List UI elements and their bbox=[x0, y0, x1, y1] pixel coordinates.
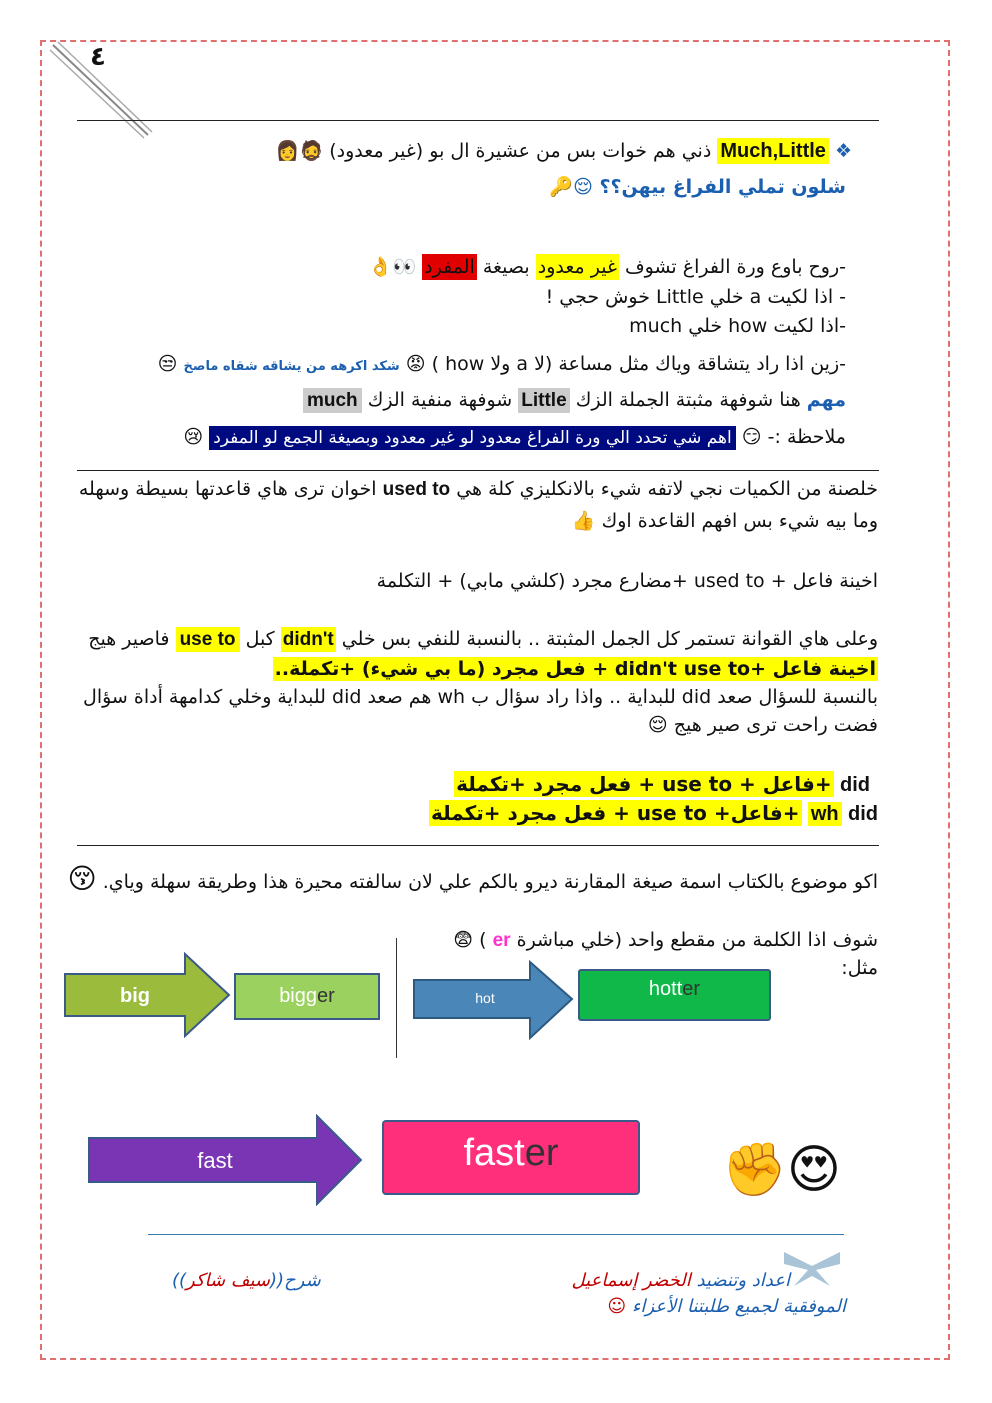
relieved-key-icon: 😌🔑 bbox=[549, 176, 593, 198]
section2-p1: خلصنة من الكميات نجي لاتفه شيء بالانكليزي كلة هي used to اخوان ترى هاي قاعدتها بسيطة وسهله bbox=[78, 478, 878, 500]
fist-heart-eyes-icon: ✊😍 bbox=[722, 1140, 841, 1200]
sad-icon: 😢 bbox=[183, 426, 204, 448]
thumbs-up-icon: 👍 bbox=[571, 510, 596, 532]
hotter-suffix: er bbox=[682, 977, 701, 1000]
rule-2 bbox=[77, 470, 879, 471]
hotter-box bbox=[578, 969, 771, 1021]
footer-rule bbox=[148, 1234, 844, 1235]
fearful-icon: 😨 bbox=[453, 929, 474, 951]
bigger-suffix: er bbox=[317, 985, 335, 1007]
section2-p1-line2: وما بيه شيء بس افهم القاعدة اوك 👍 bbox=[571, 510, 878, 532]
angry-icon: 😡 bbox=[405, 353, 426, 375]
section2-formula1: اخينة فاعل + used to +مضارع مجرد (كلشي مابي) + التكلمة bbox=[376, 570, 878, 592]
unamused-icon: 😒 bbox=[157, 353, 178, 375]
fast-word: fast bbox=[197, 1148, 233, 1173]
content-icon: 😌 bbox=[647, 714, 668, 736]
section1-note: ملاحظة :- 😏 اهم شي تحدد الي ورة الفراغ معدود لو غير معدود وبصيغة الجمع لو المفرد 😢 bbox=[183, 426, 846, 448]
faster-box bbox=[382, 1120, 640, 1195]
ribbon-icon bbox=[782, 1248, 842, 1288]
top-rule bbox=[77, 120, 879, 121]
section1-line1: -روح باوع ورة الفراغ تشوف غير معدود بصيغة المفرد 👀👌 bbox=[368, 256, 846, 278]
section2-formula3: did +فاعل + use to + فعل مجرد +تكملة bbox=[456, 772, 870, 796]
smile-icon: 😏 bbox=[741, 426, 762, 448]
section1-line4: -زين اذا راد يتشاقة وياك مثل مساعة (لا a ولا how ) 😡 شكد اكرهه من يشاقه شقاه ماصخ 😒 bbox=[157, 353, 846, 375]
section2-formula4: wh did +فاعل+ use to + فعل مجرد +تكملة bbox=[430, 801, 878, 825]
big-word: big bbox=[120, 985, 150, 1007]
section3-rule: شوف اذا الكلمة من مقطع واحد (خلي مباشرة er ) 😨 bbox=[453, 929, 878, 951]
smiley-icon: ☺ bbox=[607, 1296, 627, 1317]
section2-p3: بالنسبة للسؤال صعد did للبداية .. واذا راد سؤال ب wh هم صعد did للبداية وخلي كدامهة أداة سؤال bbox=[83, 686, 878, 708]
faster-suffix: er bbox=[524, 1132, 559, 1174]
section1-title: ❖ Much,Little ذني هم خوات بس من عشيرة ال بو (غير معدود) 🧔👩 bbox=[275, 140, 852, 162]
hot-word: hot bbox=[475, 990, 495, 1006]
section1-important: مهم هنا شوفهة مثبتة الجملة الزك Little شوفهة منفية الزك much bbox=[303, 387, 846, 414]
eyes-ok-icon: 👀👌 bbox=[368, 256, 417, 278]
rule-3 bbox=[77, 845, 879, 846]
section2-formula2: اخينة فاعل +didn't use to + فعل مجرد (ما بي شيء) +تكملة.. bbox=[274, 658, 876, 680]
section1-line3: -اذا لكيت how خلي much bbox=[629, 315, 846, 337]
kiss-icon: 😚 bbox=[67, 862, 97, 895]
people-icon: 🧔👩 bbox=[275, 140, 324, 162]
bigger-box bbox=[234, 973, 380, 1020]
bigger-base: bigg bbox=[279, 985, 317, 1007]
section3-intro: اكو موضوع بالكتاب اسمة صيغة المقارنة ديرو بالكم علي لان سالفته محيرة هذا وطريقة سهلة وياي. 😚 bbox=[67, 862, 878, 895]
page-number: ٤ bbox=[90, 42, 106, 72]
section2-p3-line2: فضت راحت ترى صير هيج 😌 bbox=[647, 714, 878, 736]
footer-explain: شرح((سيف شاكر)) bbox=[172, 1270, 321, 1291]
examples-divider bbox=[396, 938, 397, 1058]
footer-wish: الموفقية لجميع طلبتنا الأعزاء ☺ bbox=[607, 1296, 846, 1317]
section3-example-label: مثل: bbox=[841, 957, 878, 979]
hotter-base: hott bbox=[648, 977, 683, 1000]
section1-line2: - اذا لكيت a خلي Little خوش حجي ! bbox=[545, 286, 846, 308]
footer-prepared: اعداد وتنضيد الخضر إسماعيل bbox=[571, 1270, 790, 1291]
section2-p2: وعلى هاي القوانة تستمر كل الجمل المثبتة .. بالنسبة للنفي بس خلي didn't كبل use to فاصير هيج bbox=[88, 628, 878, 650]
section1-question: شلون تملي الفراغ بيهن؟؟ 😌🔑 bbox=[549, 176, 846, 198]
faster-base: fast bbox=[463, 1132, 525, 1174]
